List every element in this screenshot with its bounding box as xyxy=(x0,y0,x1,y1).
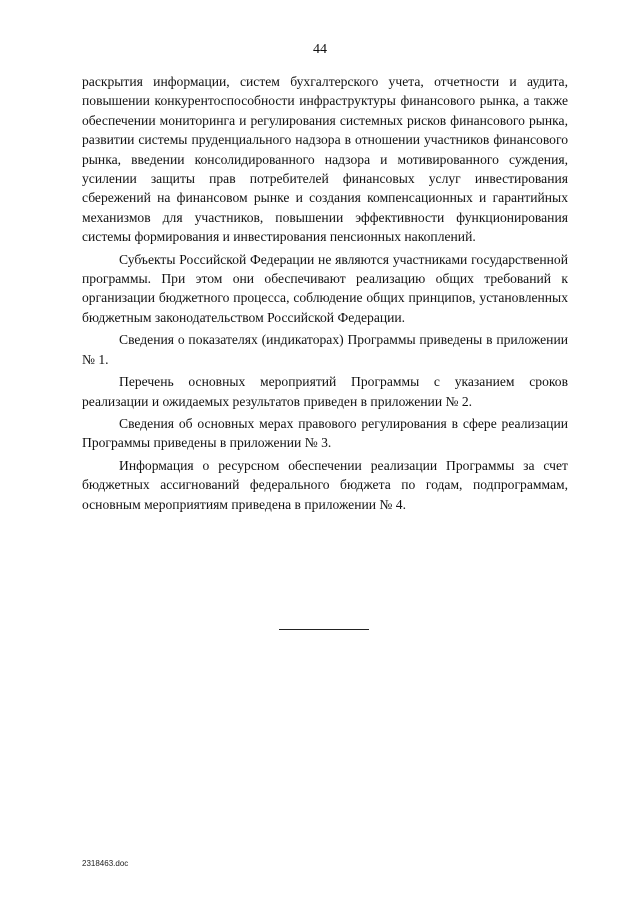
paragraph-indicators: Сведения о показателях (индикаторах) Программы приведены в приложении № 1. xyxy=(82,332,568,367)
paragraph-resources: Информация о ресурсном обеспечении реализации Программы за счет бюджетных ассигнований федерального бюджета по годам, подпрограммам, основным мероприятиям приведена в приложении № 4. xyxy=(82,457,568,512)
page-number: 44 xyxy=(313,42,327,57)
footer-filename: 2318463.doc xyxy=(82,859,129,868)
paragraph-subjects: Субъекты Российской Федерации не являются участниками государственной программы. При этом они обеспечивают реализацию общих требований к организации бюджетного процесса, соблюдение общих принципов, установленных бюджетным законодательством Российской Федерации. xyxy=(82,251,568,325)
paragraph-activities: Перечень основных мероприятий Программы с указанием сроков реализации и ожидаемых результатов приведен в приложении № 2. xyxy=(82,374,568,409)
paragraph-legal-measures: Сведения об основных мерах правового регулирования в сфере реализации Программы приведены в приложении № 3. xyxy=(82,415,568,451)
end-separator-line xyxy=(279,629,369,630)
document-body xyxy=(82,72,568,517)
paragraph-continuation: раскрытия информации, систем бухгалтерского учета, отчетности и аудита, повышении конкурентоспособности инфраструктуры финансового рынка, а также обеспечении мониторинга и регулирования системных рисков финансового рынка, развитии системы пруденциального надзора в отношении участников финансового рынка, введении консолидированного надзора и мотивированного суждения, усилении защиты прав потребителей финансовых услуг инвестирования сбережений на финансовом рынке и создания компенсационных и гарантийных механизмов для участников, повышении эффективности функционирования системы формирования и инвестирования пенсионных накоплений. xyxy=(82,74,568,245)
